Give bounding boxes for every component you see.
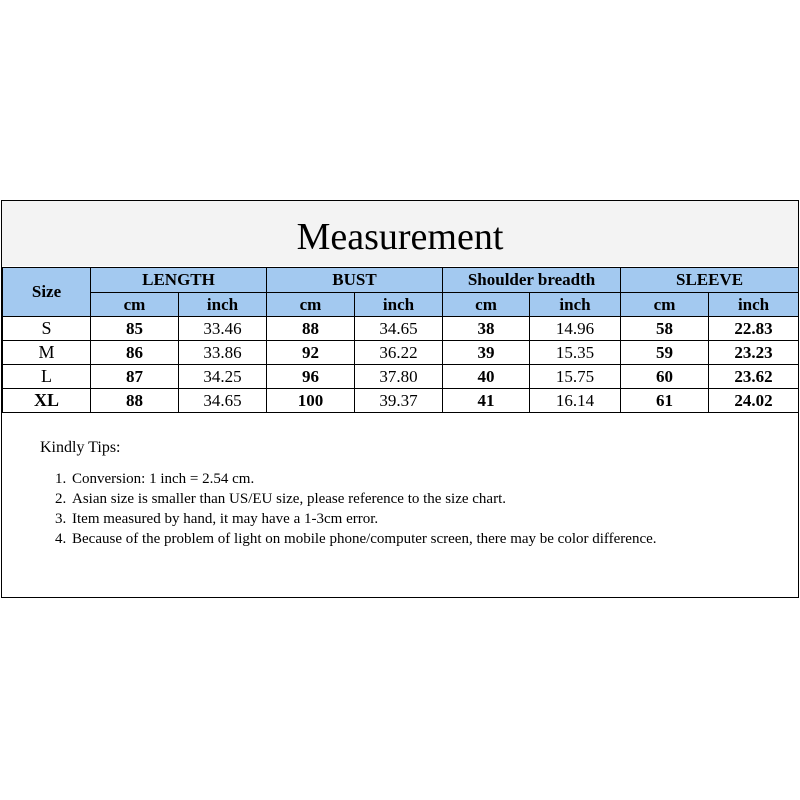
shoulder-inch: 15.75 [530, 365, 621, 389]
shoulder-cm: 39 [443, 341, 530, 365]
tip-item: 1. Conversion: 1 inch = 2.54 cm. [70, 469, 740, 489]
unit-header-row [3, 293, 799, 317]
shoulder-inch: 14.96 [530, 317, 621, 341]
size-label: XL [3, 389, 91, 413]
size-label: L [3, 365, 91, 389]
unit-inch-header: inch [530, 293, 621, 317]
length-cm: 88 [91, 389, 179, 413]
bust-cm: 92 [267, 341, 355, 365]
sleeve-inch: 23.62 [709, 365, 799, 389]
length-cm: 87 [91, 365, 179, 389]
sleeve-cm: 58 [621, 317, 709, 341]
size-table [2, 267, 799, 413]
bust-cm: 88 [267, 317, 355, 341]
size-label: M [3, 341, 91, 365]
table-header-row [3, 268, 799, 293]
unit-cm-header: cm [621, 293, 709, 317]
table-row [3, 389, 799, 413]
unit-cm-header: cm [91, 293, 179, 317]
sleeve-cm: 60 [621, 365, 709, 389]
size-chart-card [1, 200, 799, 598]
unit-inch-header: inch [709, 293, 799, 317]
length-inch: 33.86 [179, 341, 267, 365]
size-column-header: Size [3, 268, 91, 317]
sleeve-cm: 61 [621, 389, 709, 413]
length-cm: 86 [91, 341, 179, 365]
shoulder-inch: 16.14 [530, 389, 621, 413]
sleeve-cm: 59 [621, 341, 709, 365]
tip-item: 3. Item measured by hand, it may have a 1-3cm error. [70, 509, 740, 529]
sleeve-header: SLEEVE [621, 268, 799, 293]
unit-inch-header: inch [355, 293, 443, 317]
bust-cm: 100 [267, 389, 355, 413]
table-row [3, 341, 799, 365]
length-inch: 34.25 [179, 365, 267, 389]
shoulder-inch: 15.35 [530, 341, 621, 365]
bust-header: BUST [267, 268, 443, 293]
sleeve-inch: 22.83 [709, 317, 799, 341]
unit-cm-header: cm [443, 293, 530, 317]
shoulder-cm: 40 [443, 365, 530, 389]
shoulder-breadth-header: Shoulder breadth [443, 268, 621, 293]
length-inch: 33.46 [179, 317, 267, 341]
table-row [3, 317, 799, 341]
tips-title: Kindly Tips: [40, 439, 121, 456]
bust-inch: 39.37 [355, 389, 443, 413]
bust-inch: 36.22 [355, 341, 443, 365]
length-inch: 34.65 [179, 389, 267, 413]
table-row [3, 365, 799, 389]
tips-list [40, 469, 740, 549]
bust-inch: 34.65 [355, 317, 443, 341]
tip-item: 4. Because of the problem of light on mobile phone/computer screen, there may be color difference. [70, 529, 740, 549]
shoulder-cm: 41 [443, 389, 530, 413]
kindly-tips [40, 439, 740, 549]
unit-inch-header: inch [179, 293, 267, 317]
bust-cm: 96 [267, 365, 355, 389]
length-header: LENGTH [91, 268, 267, 293]
shoulder-cm: 38 [443, 317, 530, 341]
length-cm: 85 [91, 317, 179, 341]
sleeve-inch: 23.23 [709, 341, 799, 365]
tip-item: 2. Asian size is smaller than US/EU size, please reference to the size chart. [70, 489, 740, 509]
size-label: S [3, 317, 91, 341]
chart-title: Measurement [2, 201, 798, 266]
bust-inch: 37.80 [355, 365, 443, 389]
unit-cm-header: cm [267, 293, 355, 317]
sleeve-inch: 24.02 [709, 389, 799, 413]
